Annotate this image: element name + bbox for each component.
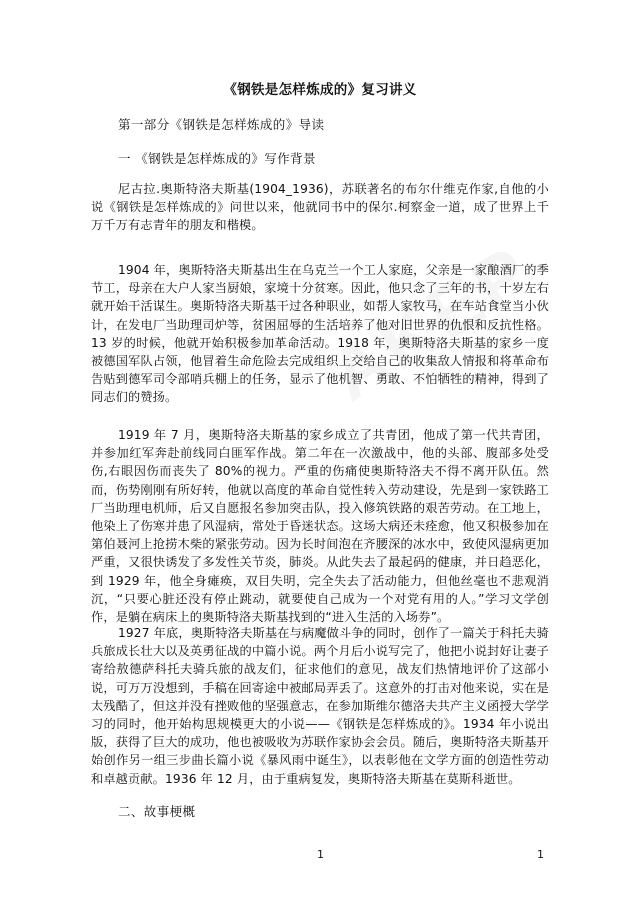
section-heading-background: 一 《钢铁是怎样炼成的》写作背景	[118, 151, 316, 166]
page-number-right: 1	[537, 848, 544, 861]
page-number-center: 1	[317, 848, 324, 861]
paragraph-childhood: 1904 年，奥斯特洛夫斯基出生在乌克兰一个工人家庭，父亲是一家酿酒厂的季节工，母亲在大户人家当厨娘，家境十分贫寒。因此，他只念了三年的书，十岁左右就开始干活谋生。奥斯特洛夫斯基干过各种职业，如帮人家牧马，在车站食堂当小伙计，在发电厂当助理司炉等，贫困屈辱的生活培养了他对旧世界的仇恨和反抗性格。13 岁的时候，他就开始积极参加革命活动。1918 年，奥斯特洛夫斯基的家乡一度被德国军队占领，他冒着生命危险去完成组织上交给自己的收集敌人情报和将革命布告贴到德军司令部哨兵棚上的任务，显示了他机智、勇敢、不怕牺牲的精神，得到了同志们的赞扬。	[91, 263, 549, 405]
section-heading-summary: 二、故事梗概	[118, 804, 196, 819]
paragraph-intro: 尼古拉.奥斯特洛夫斯基(1904_1936)，苏联著名的布尔什维克作家,自他的小说《钢铁是怎样炼成的》问世以来，他就同书中的保尔.柯察金一道，成了世界上千万千万有志青年的朋友和楷模。	[91, 182, 549, 233]
part-heading: 第一部分《钢铁是怎样炼成的》导读	[118, 117, 325, 132]
document-title: 《钢铁是怎样炼成的》复习讲义	[223, 82, 417, 98]
paragraph-writing-career: 1927 年底，奥斯特洛夫斯基在与病魔做斗争的同时，创作了一篇关于科托夫骑兵旅成长壮大以及英勇征战的中篇小说。两个月后小说写完了，他把小说封好让妻子寄给敖德萨科托夫骑兵旅的战友们，征求他们的意见，战友们热情地评价了这部小说，可万万没想到，手稿在回寄途中被邮局弄丢了。这意外的打击对他来说，实在是太残酷了，但这并没有挫败他的坚强意志，在参加斯维尔德洛夫共产主义函授大学学习的同时，他开始构思规模更大的小说——《钢铁是怎样炼成的》。1934 年小说出版，获得了巨大的成功，他也被吸收为苏联作家协会会员。随后，奥斯特洛夫斯基开始创作另一组三步曲长篇小说《暴风雨中诞生》，以表彰他在文学方面的创造性劳动和卓越贡献。1936 年 12 月，由于重病复发，奥斯特洛夫斯基在莫斯科逝世。	[91, 626, 549, 786]
paragraph-war-and-illness: 1919 年 7 月，奥斯特洛夫斯基的家乡成立了共青团，他成了第一代共青团，并参加红军奔赴前线同白匪军作战。第二年在一次激战中，他的头部、腹部多处受伤,右眼因伤而丧失了 80%的视力。严重的伤痛使奥斯特洛夫不得不离开队伍。然而，伤势刚刚有所好转，他就以高度的革命自觉性转入劳动建设，先是到一家铁路工厂当助理电机师，后又自愿报名参加突击队，投入修筑铁路的艰苦劳动。在工地上，他染上了伤寒并患了风湿病，常处于昏迷状态。这场大病还未痊愈，他又积极参加在第伯聂河上抢捞木柴的紧张劳动。因为长时间泡在齐腰深的冰水中，致使风湿病更加严重，又很快诱发了多发性关节炎，肺炎。从此失去了最起码的健康，并日趋恶化，到 1929 年，他全身瘫痪，双目失明，完全失去了活动能力，但他丝毫也不悲观消沉，“只要心脏还没有停止跳动，就要使自己成为一个对党有用的人。”学习文学创作，是躺在病床上的奥斯特洛夫斯基找到的“进入生活的入场券”。	[91, 428, 549, 625]
